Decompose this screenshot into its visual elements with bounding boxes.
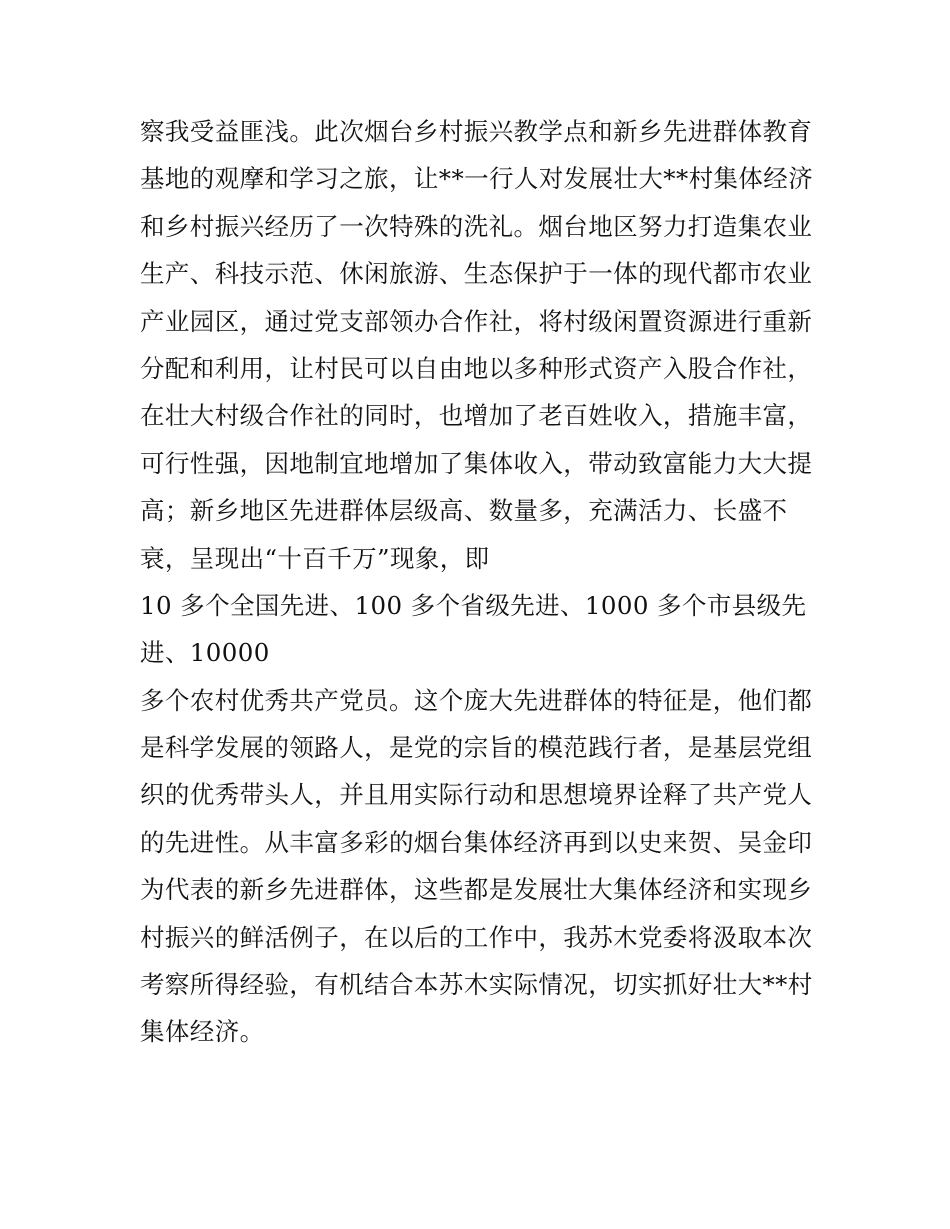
text-line: 是科学发展的领路人，是党的宗旨的模范践行者，是基层党组 (140, 733, 813, 763)
text-line: 10 多个全国先进、100 多个省级先进、1000 多个市县级先 (140, 590, 807, 620)
text-line: 在壮大村级合作社的同时，也增加了老百姓收入，措施丰富， (140, 401, 813, 431)
text-line: 分配和利用，让村民可以自由地以多种形式资产入股合作社， (140, 353, 813, 383)
text-line: 产业园区，通过党支部领办合作社，将村级闲置资源进行重新 (140, 306, 813, 336)
text-line: 多个农村优秀共产党员。这个庞大先进群体的特征是，他们都 (140, 685, 813, 715)
text-line: 察我受益匪浅。此次烟台乡村振兴教学点和新乡先进群体教育 (140, 117, 813, 146)
text-line: 基地的观摩和学习之旅，让**一行人对发展壮大**村集体经济 (140, 164, 814, 194)
text-line: 生产、科技示范、休闲旅游、生态保护于一体的现代都市农业 (140, 259, 813, 289)
text-line: 进、10000 (140, 638, 270, 668)
text-line: 和乡村振兴经历了一次特殊的洗礼。烟台地区努力打造集农业 (140, 211, 813, 241)
text-line: 村振兴的鲜活例子，在以后的工作中，我苏木党委将汲取本次 (140, 922, 813, 952)
text-line: 为代表的新乡先进群体，这些都是发展壮大集体经济和实现乡 (140, 875, 813, 905)
text-line: 衰，呈现出“十百千万”现象，即 (140, 543, 490, 573)
text-line: 的先进性。从丰富多彩的烟台集体经济再到以史来贺、吴金印 (140, 827, 813, 857)
text-line: 集体经济。 (140, 1017, 265, 1047)
text-line: 可行性强，因地制宜地增加了集体收入，带动致富能力大大提 (140, 448, 813, 478)
text-line: 织的优秀带头人，并且用实际行动和思想境界诠释了共产党人 (140, 780, 813, 810)
body-text (140, 108, 830, 1056)
text-line: 高；新乡地区先进群体层级高、数量多，充满活力、长盛不 (140, 496, 788, 526)
text-line: 考察所得经验，有机结合本苏木实际情况，切实抓好壮大**村 (140, 970, 813, 1000)
